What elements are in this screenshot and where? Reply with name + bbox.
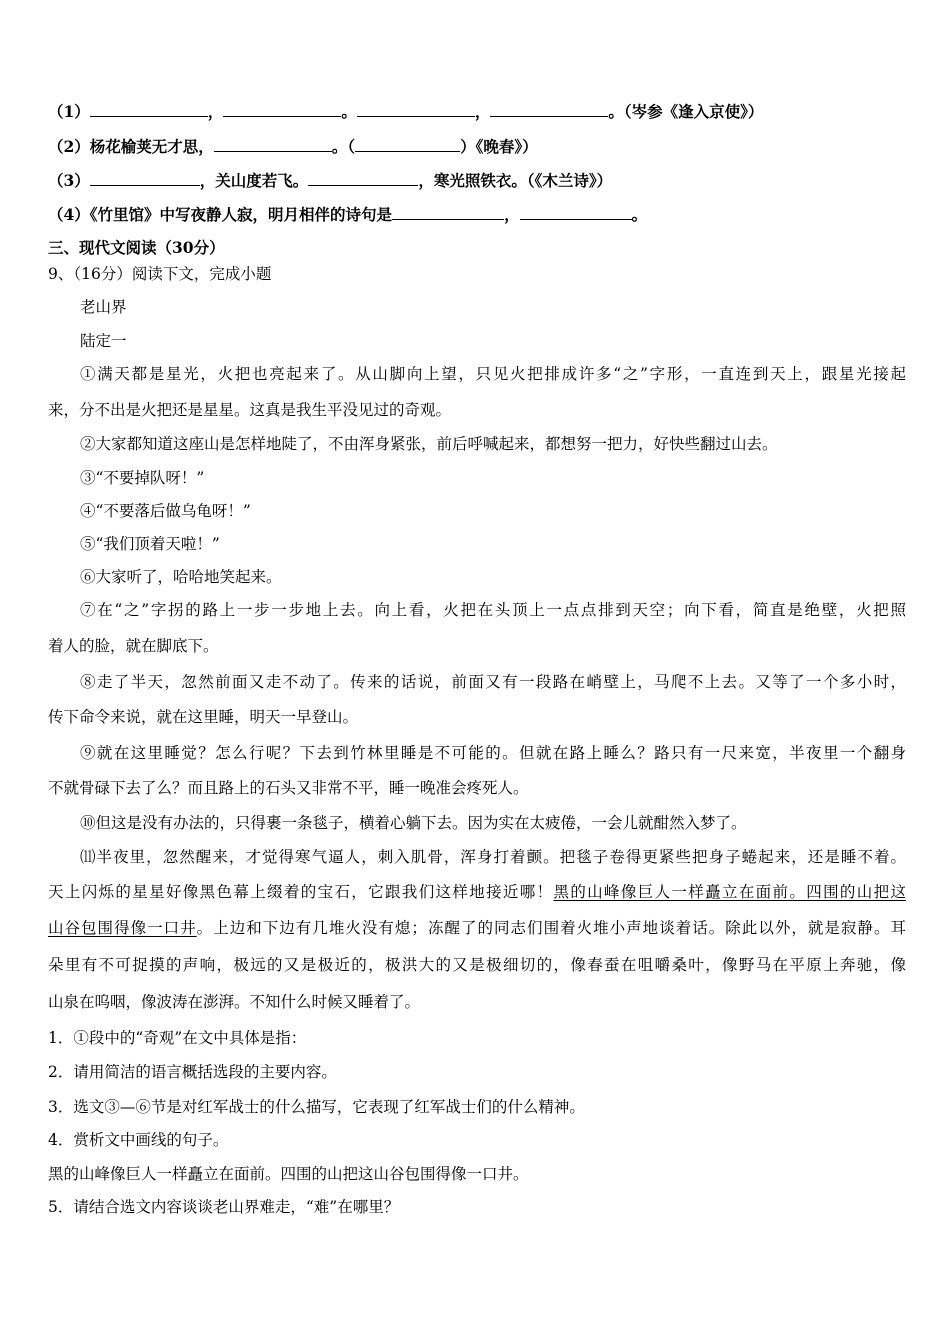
q4-text-3: 。 bbox=[631, 205, 648, 224]
q1-source: （岑参《逢入京使》） bbox=[623, 102, 764, 121]
q1-blank-1[interactable] bbox=[90, 102, 208, 117]
q2-text-2: 。（ bbox=[331, 137, 356, 156]
q4-number: （4） bbox=[48, 205, 90, 224]
paragraph-11-line-4: 朵里有不可捉摸的声响，极远的又是极近的，极洪大的又是极细切的，像春蚕在咀嚼桑叶，像野马在平原上奔驰，像 bbox=[48, 956, 906, 974]
q2-text-1: 杨花榆荚无才思， bbox=[89, 137, 214, 156]
subquestion-1: 1．①段中的“奇观”在文中具体是指： bbox=[48, 1029, 307, 1047]
paragraph-1-line-1: ①满天都是星光，火把也亮起来了。从山脚向上望，只见火把排成许多“之”字形，一直连到天上，跟星光接起 bbox=[80, 365, 906, 383]
p11-plain-text: 天上闪烁的星星好像黑色幕上缀着的宝石，它跟我们这样地接近哪！ bbox=[48, 883, 554, 901]
q2-text-3: ）《晚春》） bbox=[460, 137, 538, 156]
underlined-sentence-part-2: 山谷包围得像一口井 bbox=[48, 919, 197, 937]
paragraph-9-line-2: 不就骨碌下去了么？而且路上的石头又非常不平，睡一晚准会疼死人。 bbox=[48, 779, 529, 797]
q3-text-1: ，关山度若飞。 bbox=[199, 171, 309, 190]
q3-number: （3） bbox=[48, 171, 90, 190]
q4-text-2: ， bbox=[504, 205, 520, 224]
paragraph-8-line-2: 传下命令来说，就在这里睡，明天一早登山。 bbox=[48, 708, 359, 726]
subquestion-4: 4．赏析文中画线的句子。 bbox=[48, 1131, 229, 1149]
q2-number: （2） bbox=[48, 137, 90, 156]
section-title: 三、现代文阅读（30分） bbox=[48, 238, 225, 257]
paragraph-8-line-1: ⑧走了半天，忽然前面又走不动了。传来的话说，前面又有一段路在峭壁上，马爬不上去。又等了一个多小时， bbox=[80, 673, 906, 691]
q1-sep-3: ， bbox=[474, 102, 491, 121]
paragraph-11-line-1: ⑾半夜里，忽然醒来，才觉得寒气逼人，刺入肌骨，浑身打着颤。把毯子卷得更紧些把身子蜷起来，还是睡不着。 bbox=[80, 848, 906, 866]
paragraph-7-line-1: ⑦在“之”字拐的路上一步一步地上去。向上看，火把在头顶上一点点排到天空；向下看，简直是绝壁，火把照 bbox=[80, 601, 906, 619]
q1-blank-3[interactable] bbox=[357, 102, 475, 117]
article-author: 陆定一 bbox=[80, 332, 127, 350]
q1-blank-4[interactable] bbox=[490, 102, 608, 117]
q1-blank-2[interactable] bbox=[223, 102, 341, 117]
subquestion-2: 2．请用简洁的语言概括选段的主要内容。 bbox=[48, 1063, 337, 1081]
paragraph-11-line-3 bbox=[48, 918, 906, 938]
p11-plain-text-2: 。上边和下边有几堆火没有熄；冻醒了的同志们围着火堆小声地谈着话。除此以外，就是寂静。耳 bbox=[196, 919, 906, 937]
underlined-sentence-part-1: 黑的山峰像巨人一样矗立在面前。四围的山把这 bbox=[553, 883, 906, 901]
article-title: 老山界 bbox=[80, 298, 127, 316]
paragraph-6: ⑥大家听了，哈哈地笑起来。 bbox=[80, 568, 282, 586]
subquestion-4-quote: 黑的山峰像巨人一样矗立在面前。四围的山把这山谷包围得像一口井。 bbox=[48, 1165, 529, 1183]
paragraph-3: ③“不要掉队呀！” bbox=[80, 469, 205, 487]
paragraph-10: ⑩但这是没有办法的，只得裹一条毯子，横着心躺下去。因为实在太疲倦，一会儿就酣然入梦了。 bbox=[80, 814, 747, 832]
q3-blank-2[interactable] bbox=[308, 171, 418, 186]
fill-blank-q3 bbox=[48, 171, 908, 191]
q4-blank-2[interactable] bbox=[520, 205, 632, 220]
q2-blank-2[interactable] bbox=[355, 137, 460, 152]
fill-blank-q2 bbox=[48, 137, 908, 157]
q1-sep-2: 。 bbox=[341, 102, 357, 121]
q3-blank-1[interactable] bbox=[90, 171, 200, 186]
fill-blank-q4 bbox=[48, 205, 908, 225]
q1-number: （1） bbox=[48, 102, 90, 121]
q1-sep-1: ， bbox=[207, 102, 224, 121]
paragraph-7-line-2: 着人的脸，就在脚底下。 bbox=[48, 637, 219, 655]
paragraph-9-line-1: ⑨就在这里睡觉？怎么行呢？下去到竹林里睡是不可能的。但就在路上睡么？路只有一尺来宽，半夜里一个翻身 bbox=[80, 744, 906, 762]
q4-blank-1[interactable] bbox=[392, 205, 504, 220]
q2-blank-1[interactable] bbox=[214, 137, 332, 152]
paragraph-1-line-2: 来，分不出是火把还是星星。这真是我生平没见过的奇观。 bbox=[48, 401, 452, 419]
paragraph-4: ④“不要落后做乌龟呀！” bbox=[80, 502, 251, 520]
question-9-header: 9、（16分）阅读下文，完成小题 bbox=[48, 265, 272, 283]
paragraph-11-line-5: 山泉在呜咽，像波涛在澎湃。不知什么时候又睡着了。 bbox=[48, 993, 421, 1011]
paragraph-2: ②大家都知道这座山是怎样地陡了，不由浑身紧张，前后呼喊起来，都想努一把力，好快些翻过山去。 bbox=[80, 435, 778, 453]
fill-blank-q1 bbox=[48, 102, 908, 122]
paragraph-11-line-2 bbox=[48, 882, 906, 902]
q1-end: 。 bbox=[608, 102, 624, 121]
subquestion-5: 5．请结合选文内容谈谈老山界难走，“难”在哪里？ bbox=[48, 1198, 400, 1216]
q3-text-2: ，寒光照铁衣。（《木兰诗》） bbox=[418, 171, 613, 190]
subquestion-3: 3．选文③—⑥节是对红军战士的什么描写，它表现了红军战士们的什么精神。 bbox=[48, 1098, 585, 1116]
q4-text-1: 《竹里馆》中写夜静人寂，明月相伴的诗句是 bbox=[89, 205, 393, 224]
paragraph-5: ⑤“我们顶着天啦！” bbox=[80, 535, 220, 553]
